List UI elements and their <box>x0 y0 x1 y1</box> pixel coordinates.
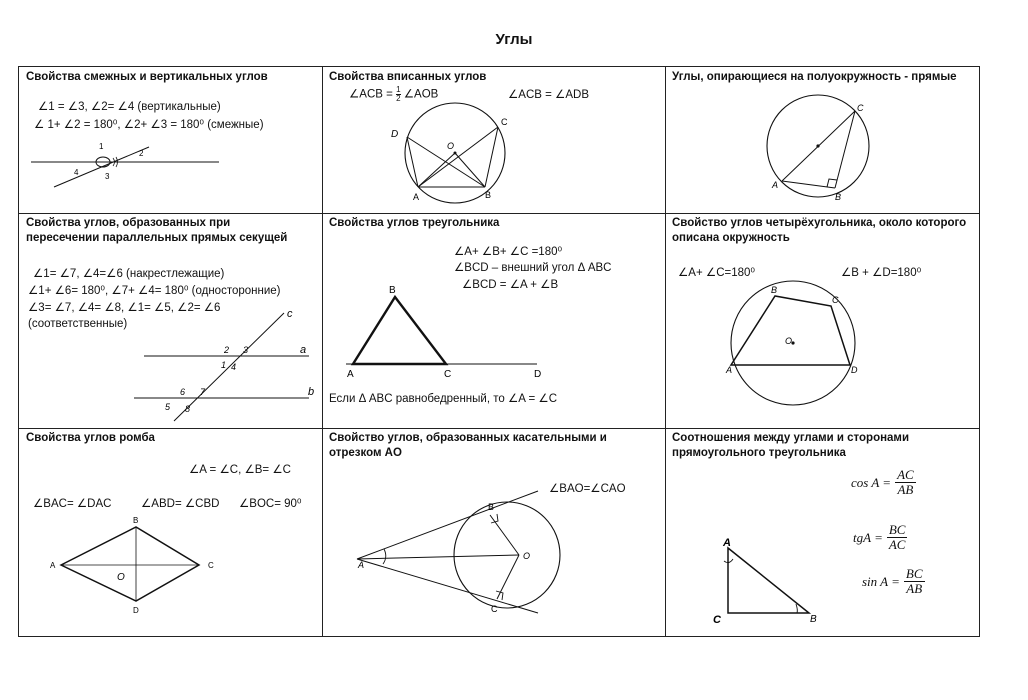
cell-adjacent-angles <box>19 67 322 213</box>
angle-label: 1 <box>99 142 104 151</box>
rhombus-formula-1: ∠A = ∠C, ∠B= ∠C <box>189 464 291 476</box>
vertex-label: D <box>133 606 139 615</box>
cyclic-quadrilateral-diagram <box>665 213 981 428</box>
tangent-ab <box>357 491 538 559</box>
parallel-lines-diagram <box>19 213 322 428</box>
angle-label: 2 <box>224 345 230 355</box>
vertex-label: A <box>726 365 733 375</box>
point-label: B <box>835 192 842 202</box>
semicircle-diagram <box>665 67 981 213</box>
vertex-label: C <box>444 369 452 380</box>
corresponding-angles-label: (соответственные) <box>28 318 128 330</box>
cell-title: Свойство углов четырёхугольника, около которого описана окружность <box>672 217 967 244</box>
vertex-label: D <box>851 365 858 375</box>
vertex-label: C <box>832 295 839 305</box>
vertex-label: A <box>347 369 354 380</box>
cell-parallel-lines <box>19 213 322 428</box>
adjacent-angles-text: ∠ 1+ ∠2 = 180⁰, ∠2+ ∠3 = 180⁰ (смежные) <box>34 119 264 131</box>
inscribed-formula-2: ∠ACB = ∠ADB <box>508 89 590 101</box>
triangle-sum-text: ∠A+ ∠B+ ∠C =180⁰ <box>454 246 563 258</box>
angle-label: 4 <box>231 362 237 372</box>
radius-ob <box>490 515 519 555</box>
quad-formula-2: ∠B + ∠D=180⁰ <box>841 267 922 279</box>
chord-cb <box>485 127 498 187</box>
vertex-label: B <box>771 285 778 295</box>
cos-formula: cos A = $\frac{AC}{AB}$ <box>851 467 914 497</box>
secant-c <box>174 313 284 421</box>
cell-title: Свойства углов треугольника <box>329 217 500 229</box>
tangent-formula: ∠BAO=∠CAO <box>549 483 626 495</box>
angle-arc <box>796 604 797 613</box>
page-title: Углы <box>495 31 533 48</box>
point-label: B <box>488 502 495 512</box>
angle-label: 5 <box>165 402 171 412</box>
angles-table <box>18 66 980 637</box>
cell-semicircle-angles <box>665 67 981 213</box>
rhombus-formula-3: ∠ABD= ∠CBD <box>141 498 220 510</box>
vertex-label: A <box>50 561 56 570</box>
center-point <box>454 152 457 155</box>
vertex-label: B <box>810 614 817 625</box>
vertex-label: B <box>389 285 396 296</box>
cell-right-triangle <box>665 428 981 638</box>
line-label: b <box>308 386 315 398</box>
quadrilateral-abcd <box>731 296 850 365</box>
vertex-label: C <box>713 614 721 626</box>
vertex-label: B <box>133 516 139 525</box>
point-label: B <box>485 190 492 200</box>
point-label: C <box>857 103 864 113</box>
vertex-label: D <box>534 369 542 380</box>
inscribed-angles-diagram <box>322 67 665 213</box>
right-triangle-acb <box>728 548 809 613</box>
cell-title: Свойства вписанных углов <box>329 71 487 83</box>
point-label: C <box>501 117 508 127</box>
tangent-diagram <box>322 428 665 638</box>
angle-label: 8 <box>185 404 191 414</box>
angle-label: 1 <box>221 360 227 370</box>
radius-ob <box>455 153 485 187</box>
cell-title: Соотношения между углами и сторонами прямоугольного треугольника <box>672 432 910 459</box>
chord-db <box>407 137 485 187</box>
angle-label: 4 <box>74 168 79 177</box>
cell-title: Свойства углов, образованных при пересечении параллельных прямых секущей <box>26 217 288 244</box>
exterior-angle-text: ∠BCD – внешний угол Δ ABC <box>454 262 612 274</box>
cell-title: Свойства углов ромба <box>26 432 155 444</box>
cell-rhombus <box>19 428 322 638</box>
cell-title: Свойство углов, образованных касательными и отрезком AO <box>329 432 607 459</box>
isosceles-text: Если Δ ABC равнобедренный, то ∠A = ∠C <box>329 393 558 405</box>
point-label: D <box>391 129 399 140</box>
angle-label: 3 <box>105 172 110 181</box>
inscribed-formula-1: ∠ACB = $\frac{1}{2}$ ∠AOB <box>349 85 439 103</box>
angle-label: 6 <box>180 387 186 397</box>
rhombus-diagram <box>19 428 322 638</box>
cell-title: Свойства смежных и вертикальных углов <box>26 71 268 83</box>
point-label: O <box>447 141 455 151</box>
exterior-angle-formula: ∠BCD = ∠A + ∠B <box>462 279 559 291</box>
vertex-label: C <box>208 561 214 570</box>
tangent-ac <box>357 559 538 613</box>
co-interior-angles-text: ∠1+ ∠6= 180⁰, ∠7+ ∠4= 180⁰ (односторонние) <box>28 285 281 297</box>
line-label: c <box>287 308 293 320</box>
rhombus-formula-4: ∠BOC= 90⁰ <box>239 498 302 510</box>
rhombus-abcd <box>61 527 199 601</box>
angle-label: 2 <box>139 149 144 158</box>
angle-label: 3 <box>243 345 249 355</box>
triangle-abc <box>353 297 446 364</box>
vertex-label: A <box>723 537 731 549</box>
cell-cyclic-quadrilateral <box>665 213 981 428</box>
angle-arc <box>383 549 386 564</box>
point-label: C <box>491 604 498 614</box>
point-label: A <box>358 560 365 570</box>
cell-triangle-angles <box>322 213 665 428</box>
chord-bc <box>835 111 855 188</box>
cell-tangent-angles <box>322 428 665 638</box>
rhombus-formula-2: ∠BAC= ∠DAC <box>33 498 112 510</box>
point-label: A <box>413 192 420 202</box>
angle-label: 7 <box>200 387 206 397</box>
quad-formula-1: ∠A+ ∠C=180⁰ <box>678 267 756 279</box>
point-label: O <box>523 551 531 561</box>
sin-formula: sin A = $\frac{BC}{AB}$ <box>862 566 923 596</box>
vertical-angles-text: ∠1 = ∠3, ∠2= ∠4 (вертикальные) <box>38 101 221 113</box>
segment-ao <box>357 555 519 559</box>
center-label: O <box>785 336 793 346</box>
radius-oa <box>418 153 455 187</box>
alternate-angles-text: ∠1= ∠7, ∠4=∠6 (накрестлежащие) <box>33 268 225 280</box>
cell-inscribed-angles <box>322 67 665 213</box>
line-label: a <box>300 344 307 356</box>
center-point <box>816 144 819 147</box>
adjacent-angles-diagram <box>19 67 322 213</box>
cell-title: Углы, опирающиеся на полуокружность - прямые <box>672 71 957 83</box>
point-label: A <box>772 180 779 190</box>
corresponding-angles-text: ∠3= ∠7, ∠4= ∠8, ∠1= ∠5, ∠2= ∠6 <box>28 302 221 314</box>
tangent-formula: tgA = $\frac{BC}{AC}$ <box>853 522 906 552</box>
right-triangle-diagram <box>665 428 981 638</box>
center-label: O <box>117 572 125 583</box>
